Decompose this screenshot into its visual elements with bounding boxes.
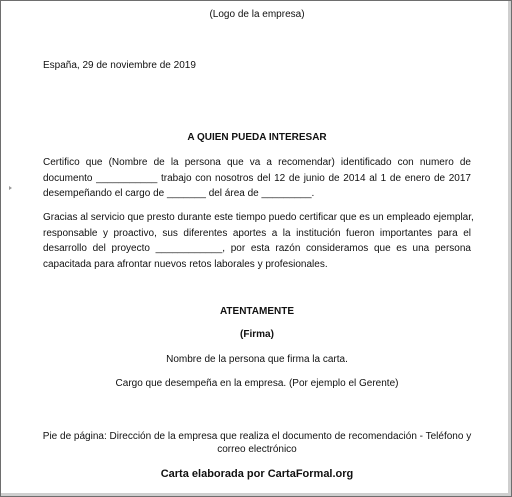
footer-line: Pie de página: Dirección de la empresa que realiza el documento de recomendación - Teléfono y xyxy=(42,431,472,442)
paragraph-marker-icon xyxy=(9,186,12,190)
certification-paragraph xyxy=(43,155,471,202)
paragraph-line: Certifico que (Nombre de la persona que va a recomendar) identificado con numero de xyxy=(43,157,471,168)
salutation-heading: A QUIEN PUEDA INTERESAR xyxy=(187,132,327,143)
gratitude-paragraph xyxy=(43,210,474,272)
credit-line: Carta elaborada por CartaFormal.org xyxy=(160,468,354,480)
signer-name: Nombre de la persona que firma la carta. xyxy=(166,354,348,365)
paragraph-line: responsable y proactivo, sus diferentes aportes a la institución fueron importantes para el xyxy=(43,227,471,239)
company-logo-placeholder: (Logo de la empresa) xyxy=(209,9,305,20)
paragraph-line: desempeñando el cargo de _______ del área de _________. xyxy=(43,188,315,199)
paragraph-line: Gracias al servicio que presto durante este tiempo puedo certificar que es un empleado ejemplar, xyxy=(43,212,474,223)
paragraph-line: documento ___________ trabajo con nosotros del 12 de junio de 2014 al 1 de enero de 2017 xyxy=(43,172,471,184)
signature-placeholder: (Firma) xyxy=(240,329,274,340)
place-date: España, 29 de noviembre de 2019 xyxy=(43,60,196,71)
signer-position: Cargo que desempeña en la empresa. (Por ejemplo el Gerente) xyxy=(115,378,399,389)
paragraph-line: desarrollo del proyecto ____________, por esta razón consideramos que es una persona xyxy=(43,243,471,254)
footer-line: correo electrónico xyxy=(217,444,297,455)
paragraph-line: capacitada para afrontar nuevos retos laborales y profesionales. xyxy=(43,258,328,270)
closing: ATENTAMENTE xyxy=(219,306,295,317)
